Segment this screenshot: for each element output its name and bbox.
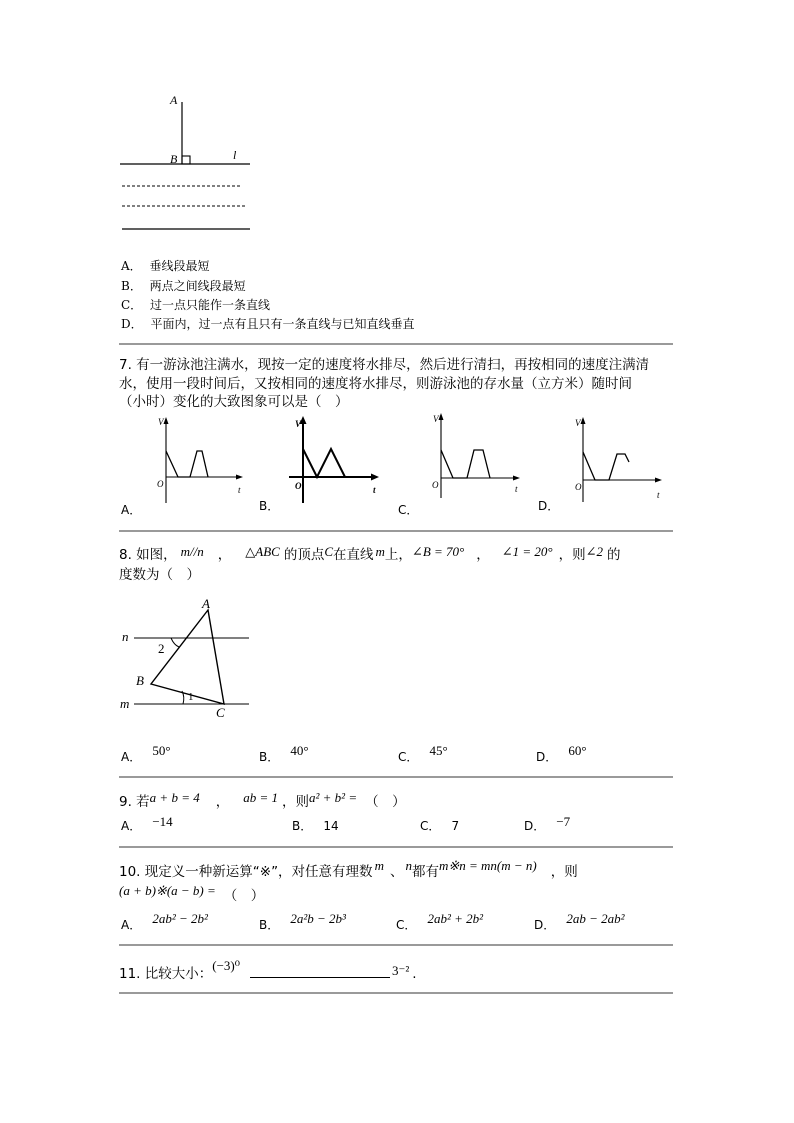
axis-t-label: t xyxy=(657,490,660,500)
axis-v-label: V xyxy=(158,417,164,427)
q7-graph-d[interactable] xyxy=(567,412,667,504)
axis-t-label: t xyxy=(373,485,376,495)
q10-option-a[interactable]: $_{A.}$ 2ab² − 2b² xyxy=(121,911,208,932)
divider xyxy=(119,944,673,946)
fig8-label-c: C xyxy=(216,705,225,720)
fig8-label-n: n xyxy=(122,629,129,644)
q7-option-d-label: D． xyxy=(538,499,560,513)
axis-v-label: V xyxy=(575,418,581,428)
target-expr: a² + b² = xyxy=(309,790,358,805)
option-letter: B． xyxy=(121,279,142,293)
q6-option-c[interactable] xyxy=(121,296,270,313)
fig6-label-a: A xyxy=(170,93,178,107)
origin-label: O xyxy=(575,482,582,492)
q9-stem: 9. 若a + b = 4 ， ab = 1 ，则a² + b² = （ ） xyxy=(119,790,406,810)
q7-graph-b[interactable] xyxy=(285,413,385,505)
q6-option-b[interactable] xyxy=(121,277,246,294)
axis-v-label: V xyxy=(295,419,302,429)
q9-option-c[interactable]: C． 7 xyxy=(420,819,460,833)
q7-stem-line-1: 7. 有一游泳池注满水，现按一定的速度将水排尽，然后进行清扫，再按相同的速度注满清 xyxy=(119,357,650,373)
q8-figure xyxy=(115,593,260,723)
q7-option-a-label: A． xyxy=(121,503,142,517)
q9-option-b[interactable]: B． 14 xyxy=(292,819,339,833)
q7-option-b-label: B． xyxy=(259,499,280,513)
axis-t-label: t xyxy=(238,485,241,495)
angle-1-expr: ∠1 = 20° xyxy=(501,544,553,559)
option-text: 过一点只能作一条直线 xyxy=(150,298,271,312)
fig8-label-2: 2 xyxy=(158,641,165,656)
fig8-label-m: m xyxy=(120,696,130,711)
divider xyxy=(119,776,673,778)
parallel-expr: m//n xyxy=(180,544,204,559)
option-text: 平面内，过一点有且只有一条直线与已知直线垂直 xyxy=(150,317,415,331)
cond2-expr: ab = 1 xyxy=(243,790,278,805)
fig6-label-l: l xyxy=(233,148,237,162)
option-text: 垂线段最短 xyxy=(149,259,210,273)
left-expr: (−3)⁰ xyxy=(212,958,240,973)
divider xyxy=(119,530,673,532)
definition-expr: m※n = mn(m − n) xyxy=(438,858,537,873)
divider xyxy=(119,343,673,345)
q8-option-b[interactable]: $_{B.}$ 40° xyxy=(259,743,309,764)
q10-option-d[interactable]: $_{D.}$ 2ab − 2ab² xyxy=(534,911,625,932)
q8-stem-line-1: 8. 如图， m//n ， △ABC 的顶点C在直线 m上，∠B = 70° ， ∠1 = 20° ，则∠2 的 xyxy=(119,544,621,563)
q6-figure xyxy=(110,88,260,238)
cond1-expr: a + b = 4 xyxy=(149,790,200,805)
answer-blank[interactable] xyxy=(250,965,390,978)
origin-label: O xyxy=(157,479,164,489)
q8-stem-line-2: 度数为（ ） xyxy=(119,567,200,583)
origin-label: O xyxy=(432,480,439,490)
divider xyxy=(119,992,673,994)
q8-option-c[interactable]: $_{C.}$ 45° xyxy=(398,743,448,764)
fig6-label-b: B xyxy=(170,152,178,166)
divider xyxy=(119,846,673,848)
q7-graph-c[interactable] xyxy=(427,408,527,500)
q7-stem-line-3: （小时）变化的大致图象可以是（ ） xyxy=(119,394,349,410)
option-letter: A． xyxy=(121,259,142,273)
q9-option-a[interactable]: $_{A.}$ −14 xyxy=(121,814,173,833)
option-letter: C． xyxy=(121,298,143,312)
option-text: 两点之间线段最短 xyxy=(149,279,246,293)
q10-stem-line-1: 10. 现定义一种新运算“※”，对任意有理数 m 、 n都有m※n = mn(m − n) ，则 xyxy=(119,858,578,880)
target-expr: (a + b)※(a − b) = xyxy=(119,883,216,898)
origin-label: O xyxy=(295,481,302,491)
q9-option-d[interactable]: $_{D.}$ −7 xyxy=(524,814,571,833)
q10-option-c[interactable]: $_{C.}$ 2ab² + 2b² xyxy=(396,911,484,932)
axis-t-label: t xyxy=(515,484,518,494)
q6-option-a[interactable] xyxy=(121,257,210,274)
q7-stem-line-2: 水，使用一段时间后，又按相同的速度将水排尽，则游泳池的存水量（立方米）随时间 xyxy=(119,376,632,392)
q10-option-b[interactable]: $_{B.}$ 2a²b − 2b³ xyxy=(259,911,346,932)
fig8-label-b: B xyxy=(136,673,144,688)
angle-b-expr: ∠B = 70° xyxy=(411,544,465,559)
q7-option-c-label: C． xyxy=(398,503,419,517)
fig8-label-1: 1 xyxy=(188,691,194,703)
right-expr: 3⁻² xyxy=(391,963,410,978)
q7-graph-a[interactable] xyxy=(150,413,250,505)
q6-option-d[interactable] xyxy=(121,315,414,332)
axis-v-label: V xyxy=(433,414,439,424)
q11-stem: 11. 比较大小：(−3)⁰ 3⁻² . xyxy=(119,958,417,982)
q10-stem-line-2: (a + b)※(a − b) = $_{( )}$ xyxy=(119,883,265,904)
triangle-expr: △ABC xyxy=(245,544,280,559)
fig8-label-a: A xyxy=(202,596,210,611)
q8-option-a[interactable]: $_{A.}$ 50° xyxy=(121,743,171,764)
option-letter: D． xyxy=(121,317,143,331)
q8-option-d[interactable]: $_{D.}$ 60° xyxy=(536,743,587,764)
